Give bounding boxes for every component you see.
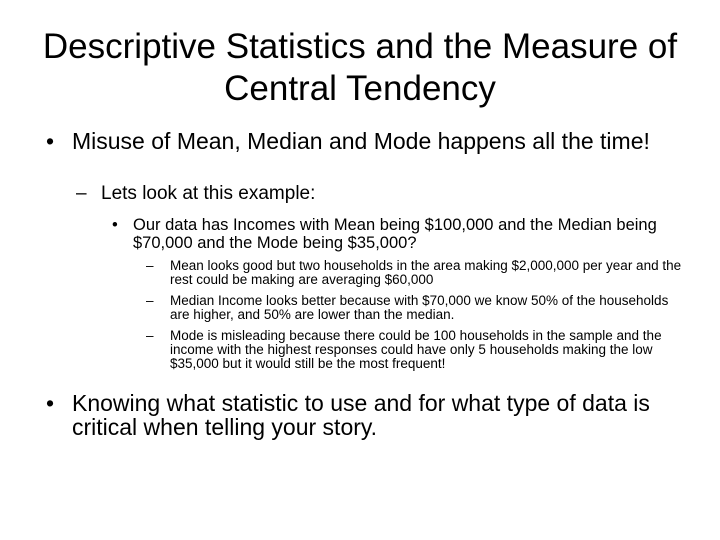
bullet-example	[76, 183, 691, 204]
dash-marker: –	[146, 293, 154, 308]
bullet-marker: •	[46, 390, 55, 416]
bullet-text: Our data has Incomes with Mean being $100,000 and the Median being $70,000 and the Mode being $35,000?	[133, 216, 657, 252]
dash-marker: –	[76, 183, 87, 204]
bullet-text: Misuse of Mean, Median and Mode happens all the time!	[72, 128, 650, 154]
bullet-text: Knowing what statistic to use and for what type of data is critical when telling your story.	[72, 390, 650, 440]
bullet-knowing	[46, 390, 712, 440]
slide-title: Descriptive Statistics and the Measure of Central Tendency	[42, 27, 678, 108]
bullet-marker: •	[112, 216, 118, 234]
bullet-median	[146, 293, 690, 322]
dash-marker: –	[146, 328, 154, 343]
bullet-text: Median Income looks better because with $70,000 we know 50% of the households are higher, and 50% are lower than the median.	[170, 293, 669, 322]
bullet-incomes	[112, 216, 708, 252]
bullet-text: Lets look at this example:	[101, 183, 316, 204]
bullet-text: Mean looks good but two households in the area making $2,000,000 per year and the rest could be making are averaging $60,000	[170, 258, 682, 287]
bullet-mean	[146, 258, 690, 287]
bullet-misuse	[46, 128, 672, 154]
bullet-mode	[146, 328, 690, 371]
bullet-marker: •	[46, 128, 55, 154]
dash-marker: –	[146, 258, 154, 273]
bullet-text: Mode is misleading because there could be 100 households in the sample and the income with the highest responses could have only 5 households making the low $35,000 but it would still be the most frequent!	[170, 328, 662, 371]
